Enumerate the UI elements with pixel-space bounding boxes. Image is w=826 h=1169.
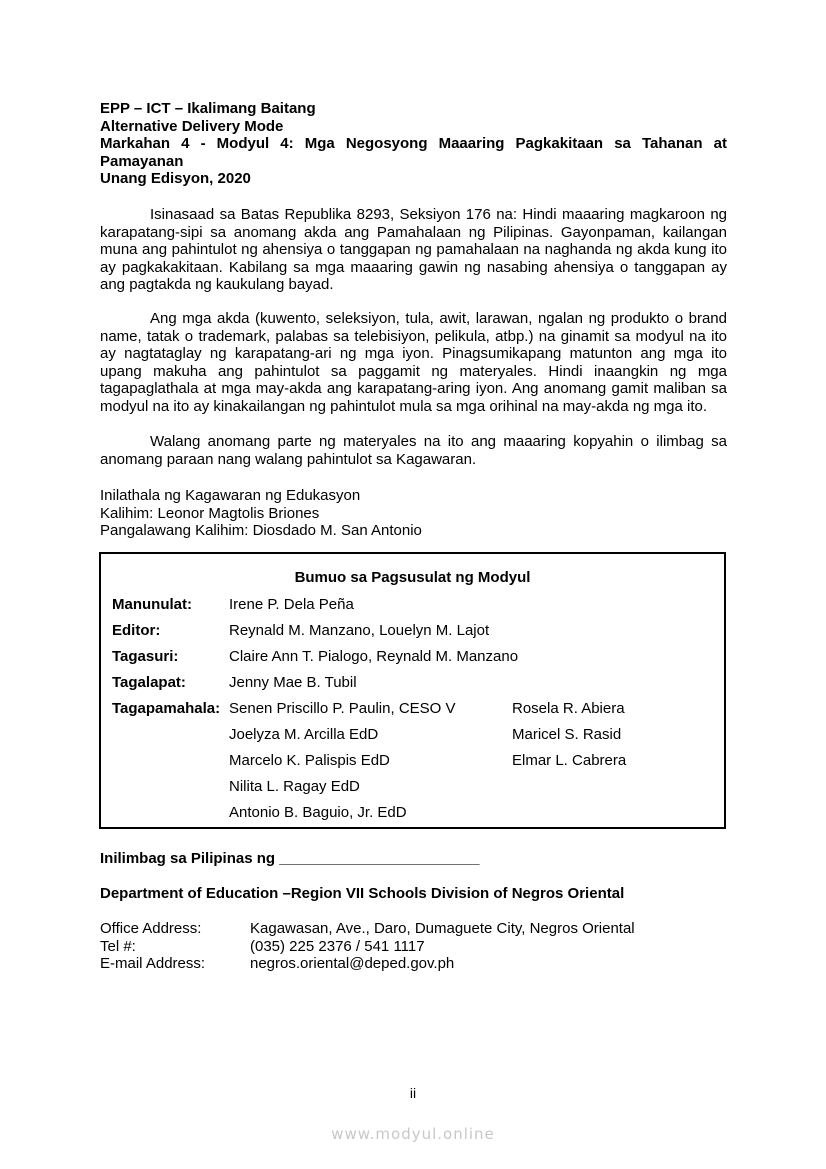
tel-value: (035) 225 2376 / 541 1117 <box>250 937 425 955</box>
watermark: www.modyul.online <box>331 1125 495 1143</box>
credit-value: Senen Priscillo P. Paulin, CESO V <box>229 700 456 717</box>
tel-label: Tel #: <box>100 937 136 955</box>
credit-label: Tagalapat: <box>112 674 186 691</box>
delivery-mode: Alternative Delivery Mode <box>100 117 284 135</box>
paragraph-text: Walang anomang parte ng materyales na ito ang maaaring kopyahin o ilimbag sa anomang paraan nang walang pahintulot sa Kagawaran. <box>100 433 727 468</box>
credit-value: Jenny Mae B. Tubil <box>229 674 357 691</box>
credit-value: Nilita L. Ragay EdD <box>229 778 360 795</box>
paragraph-text: Ang mga akda (kuwento, seleksiyon, tula, awit, larawan, ngalan ng produkto o brand name, tatak o trademark, palabas sa telebisiyon, pelikula, atbp.) na ginamit sa modyul na ito ay nagtataglay ng karapatang-ari ng mga iyon. Pinagsumikapang matunton ang mga ito upang makuha ang pahintulot sa paggamit ng materyales. Hindi inaangkin ng mga tagapaglathala at mga may-akda ang karapatang-aring iyon. Ang anomang gamit maliban sa modyul na ito ay kinakailangan ng pahintulot mula sa mga orihinal na may-akda ng mga ito. <box>100 310 727 415</box>
credit-value-secondary: Rosela R. Abiera <box>512 700 625 717</box>
credit-value: Joelyza M. Arcilla EdD <box>229 726 379 743</box>
edition: Unang Edisyon, 2020 <box>100 170 251 187</box>
module-title-continued: Pamayanan <box>100 152 184 170</box>
credit-label: Manunulat: <box>112 596 192 613</box>
credit-value: Antonio B. Baguio, Jr. EdD <box>229 804 407 821</box>
copyright-paragraph-1 <box>100 206 727 294</box>
document-header <box>100 100 727 188</box>
email-value: negros.oriental@deped.gov.ph <box>250 955 455 973</box>
credit-value-secondary: Elmar L. Cabrera <box>512 752 627 769</box>
page-number: ii <box>409 1085 417 1101</box>
credit-value-secondary: Maricel S. Rasid <box>512 726 622 743</box>
credit-value: Irene P. Dela Peña <box>229 596 354 613</box>
credit-label: Tagapamahala: <box>112 700 221 717</box>
printed-in: Inilimbag sa Pilipinas ng ________________________ <box>100 850 480 867</box>
credit-label: Editor: <box>112 622 161 639</box>
publisher: Inilathala ng Kagawaran ng Edukasyon <box>100 487 361 504</box>
paragraph-text: Isinasaad sa Batas Republika 8293, Seksiyon 176 na: Hindi maaaring magkaroon ng karapatang-sipi sa anomang akda ang Pamahalaan ng Pilipinas. Gayonpaman, kailangan muna ang pahintulot ng ahensiya o tanggapan ng pamahalaan na naghanda ng akda kung ito ay pagkakakitaan. Kabilang sa mga maaaring gawin ng nasabing ahensiya o tanggapan ay ang pagtakda ng kaukulang bayad. <box>100 206 727 294</box>
copyright-paragraph-3 <box>100 433 727 468</box>
email-label: E-mail Address: <box>100 955 206 973</box>
credits-box <box>99 552 726 829</box>
credit-value: Reynald M. Manzano, Louelyn M. Lajot <box>229 622 490 639</box>
credit-value: Claire Ann T. Pialogo, Reynald M. Manzano <box>229 648 519 665</box>
publication-info <box>100 487 422 540</box>
undersecretary: Pangalawang Kalihim: Diosdado M. San Antonio <box>100 522 422 540</box>
credits-title: Bumuo sa Pagsusulat ng Modyul <box>294 569 531 586</box>
secretary: Kalihim: Leonor Magtolis Briones <box>100 504 320 522</box>
subject-title: EPP – ICT – Ikalimang Baitang <box>100 100 316 117</box>
office-address-value: Kagawasan, Ave., Daro, Dumaguete City, Negros Oriental <box>250 920 635 937</box>
office-address-label: Office Address: <box>100 920 202 937</box>
credit-label: Tagasuri: <box>112 648 179 665</box>
department-name: Department of Education –Region VII Schools Division of Negros Oriental <box>100 885 625 902</box>
copyright-paragraph-2 <box>100 310 727 416</box>
credit-value: Marcelo K. Palispis EdD <box>229 752 390 769</box>
document-page <box>100 100 727 973</box>
module-title: Markahan 4 - Modyul 4: Mga Negosyong Maaaring Pagkakitaan sa Tahanan at <box>100 135 727 152</box>
